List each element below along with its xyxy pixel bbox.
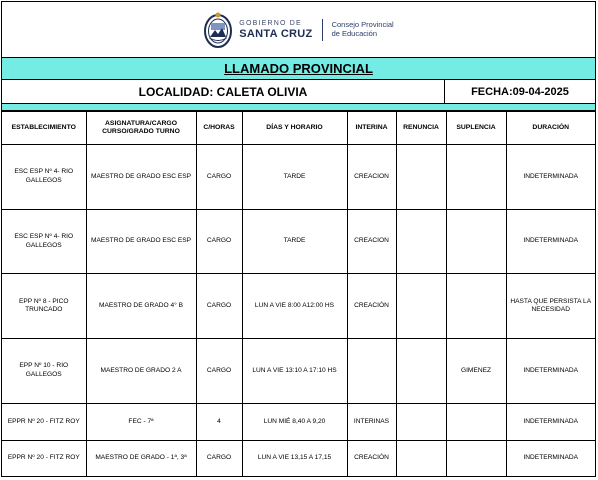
council-logotype: [332, 21, 394, 38]
table-cell: MAESTRO DE GRADO - 1ª, 3ª: [86, 440, 196, 476]
column-header: ASIGNATURA/CARGO CURSO/GRADO TURNO: [86, 112, 196, 145]
table-cell: ESC ESP Nº 4- RIO GALLEGOS: [2, 145, 86, 210]
table-cell: MAESTRO DE GRADO ESC ESP: [86, 145, 196, 210]
logo-org-name: SANTA CRUZ: [239, 27, 313, 40]
column-header: ESTABLECIMIENTO: [2, 112, 86, 145]
table-cell: [446, 145, 506, 210]
table-cell: CREACIÓN: [347, 440, 396, 476]
table-row: [2, 209, 595, 274]
table-cell: CARGO: [196, 274, 242, 339]
government-logotype: [239, 20, 312, 40]
table-cell: FEC - 7ª: [86, 403, 196, 440]
table-cell: CREACION: [347, 145, 396, 210]
table-cell: MAESTRO DE GRADO ESC ESP: [86, 209, 196, 274]
table-cell: LUN MIÉ 8,40 A 9,20: [242, 403, 347, 440]
table-cell: CARGO: [196, 209, 242, 274]
table-cell: INDETERMINADA: [506, 403, 595, 440]
table-row: [2, 274, 595, 339]
table-cell: [446, 209, 506, 274]
table-cell: CREACION: [347, 209, 396, 274]
table-row: [2, 440, 595, 476]
table-row: [2, 339, 595, 404]
table-cell: [446, 274, 506, 339]
table-cell: [396, 274, 446, 339]
logo-council-line1: Consejo Provincial: [331, 19, 394, 29]
table-cell: TARDE: [242, 209, 347, 274]
table-cell: LUN A VIE 13,15 A 17,15: [242, 440, 347, 476]
column-header: SUPLENCIA: [446, 112, 506, 145]
table-cell: [396, 440, 446, 476]
column-header: DÍAS Y HORARIO: [242, 112, 347, 145]
table-cell: [396, 403, 446, 440]
column-header: DURACIÓN: [506, 112, 595, 145]
table-cell: INDETERMINADA: [506, 440, 595, 476]
table-cell: [396, 339, 446, 404]
table-cell: CARGO: [196, 145, 242, 210]
logo-header: [2, 2, 595, 58]
table-cell: ESC ESP Nº 4- RIO GALLEGOS: [2, 209, 86, 274]
table-cell: CARGO: [196, 339, 242, 404]
table-cell: INDETERMINADA: [506, 145, 595, 210]
separator-bar: [2, 104, 595, 111]
table-cell: [396, 145, 446, 210]
table-cell: [446, 440, 506, 476]
document-title: LLAMADO PROVINCIAL: [2, 58, 595, 80]
table-cell: [396, 209, 446, 274]
table-row: [2, 403, 595, 440]
table-cell: EPPR Nº 20 - FITZ ROY: [2, 403, 86, 440]
table-cell: 4: [196, 403, 242, 440]
table-cell: MAESTRO DE GRADO 4° B: [86, 274, 196, 339]
table-cell: INTERINAS: [347, 403, 396, 440]
table-cell: INDETERMINADA: [506, 339, 595, 404]
logo-org-prefix: GOBIERNO DE: [239, 19, 302, 27]
location-date-row: [2, 80, 595, 104]
table-cell: [446, 403, 506, 440]
column-header: INTERINA: [347, 112, 396, 145]
table-cell: MAESTRO DE GRADO 2 A: [86, 339, 196, 404]
table-row: [2, 145, 595, 210]
logo-divider: [322, 19, 323, 41]
table-cell: EPP Nº 10 - RIO GALLEGOS: [2, 339, 86, 404]
fecha-label: FECHA:09-04-2025: [471, 85, 569, 98]
table-cell: LUN A VIE 13:10 A 17:10 HS: [242, 339, 347, 404]
logo-council-line2: de Educación: [331, 28, 378, 38]
table-cell: EPP Nº 8 - PICO TRUNCADO: [2, 274, 86, 339]
table-header-row: [2, 112, 595, 145]
column-header: C/HORAS: [196, 112, 242, 145]
table-cell: CREACIÓN: [347, 274, 396, 339]
document-sheet: [1, 1, 596, 477]
table-cell: CARGO: [196, 440, 242, 476]
table-cell: LUN A VIE 8:00 A12:00 HS: [242, 274, 347, 339]
table-cell: TARDE: [242, 145, 347, 210]
table-cell: INDETERMINADA: [506, 209, 595, 274]
table-cell: [347, 339, 396, 404]
provincial-seal-icon: [203, 10, 233, 50]
positions-table: [2, 111, 595, 476]
localidad-label: LOCALIDAD: CALETA OLIVIA: [2, 80, 445, 103]
table-cell: GIMENEZ: [446, 339, 506, 404]
table-cell: EPPR Nº 20 - FITZ ROY: [2, 440, 86, 476]
table-cell: HASTA QUE PERSISTA LA NECESIDAD: [506, 274, 595, 339]
column-header: RENUNCIA: [396, 112, 446, 145]
